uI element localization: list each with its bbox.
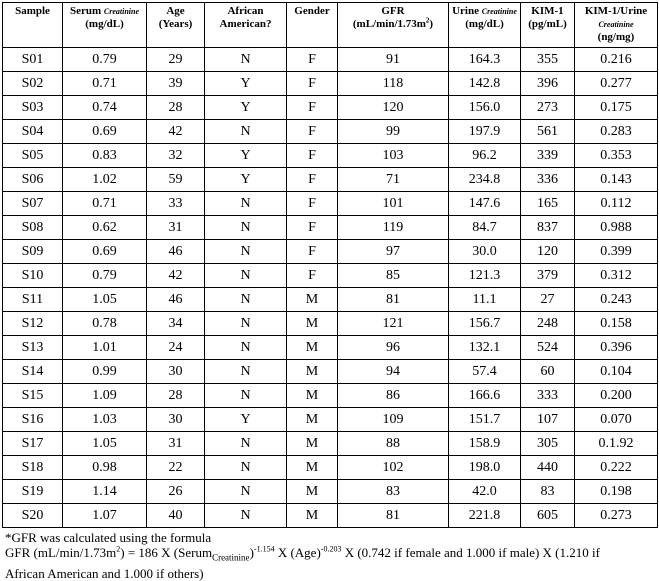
- cell-gender: F: [287, 264, 338, 288]
- cell-sample: S06: [3, 168, 63, 192]
- cell-gender: M: [287, 408, 338, 432]
- cell-gender: F: [287, 96, 338, 120]
- col-header-gfr: GFR $(mL/\min/1.73m^2)$: [338, 3, 449, 48]
- cell-kim1: 524: [521, 336, 575, 360]
- cell-african-american: N: [205, 480, 287, 504]
- footnote: [2, 530, 657, 581]
- footnote-line-3: African American and 1.000 if others): [5, 565, 204, 581]
- cell-gfr: 71: [338, 168, 449, 192]
- table-row: [3, 96, 658, 120]
- cell-african-american: Y: [205, 144, 287, 168]
- col-header-urine-creatinine: Urine Creatinine (mg/dL): [449, 3, 521, 48]
- cell-gfr: 101: [338, 192, 449, 216]
- cell-kim1: 120: [521, 240, 575, 264]
- cell-gender: M: [287, 336, 338, 360]
- cell-kim1: 605: [521, 504, 575, 528]
- table-row: [3, 432, 658, 456]
- header-row: [3, 3, 658, 48]
- cell-age: 59: [147, 168, 205, 192]
- cell-kim1: 440: [521, 456, 575, 480]
- cell-kim1-urine-ratio: 0.200: [575, 384, 658, 408]
- table-row: [3, 168, 658, 192]
- cell-serum-creatinine: 1.05: [63, 288, 147, 312]
- cell-gfr: 86: [338, 384, 449, 408]
- cell-kim1: 305: [521, 432, 575, 456]
- cell-african-american: N: [205, 336, 287, 360]
- cell-urine-creatinine: 142.8: [449, 72, 521, 96]
- cell-age: 46: [147, 240, 205, 264]
- cell-serum-creatinine: 0.79: [63, 48, 147, 72]
- cell-urine-creatinine: 42.0: [449, 480, 521, 504]
- cell-african-american: N: [205, 240, 287, 264]
- cell-kim1-urine-ratio: 0.070: [575, 408, 658, 432]
- cell-age: 31: [147, 432, 205, 456]
- cell-kim1-urine-ratio: 0.216: [575, 48, 658, 72]
- footnote-formula: GFR $(mL/\min/1.73m^2) = 186$ X (Serum$_{Creatinine}$)$^{-1.154}$ X (Age)$^{-0.203}$ X (0.742 if female and 1.000 if male) X (1.210 if: [5, 544, 600, 563]
- cell-gender: F: [287, 216, 338, 240]
- cell-urine-creatinine: 96.2: [449, 144, 521, 168]
- cell-african-american: N: [205, 192, 287, 216]
- cell-sample: S01: [3, 48, 63, 72]
- cell-sample: S05: [3, 144, 63, 168]
- cell-african-american: N: [205, 312, 287, 336]
- cell-kim1: 165: [521, 192, 575, 216]
- cell-age: 33: [147, 192, 205, 216]
- cell-african-american: N: [205, 216, 287, 240]
- cell-age: 24: [147, 336, 205, 360]
- cell-african-american: Y: [205, 96, 287, 120]
- cell-kim1: 336: [521, 168, 575, 192]
- cell-urine-creatinine: 11.1: [449, 288, 521, 312]
- table-row: [3, 312, 658, 336]
- cell-kim1-urine-ratio: 0.273: [575, 504, 658, 528]
- cell-gfr: 81: [338, 504, 449, 528]
- cell-kim1: 83: [521, 480, 575, 504]
- cell-kim1-urine-ratio: 0.399: [575, 240, 658, 264]
- cell-serum-creatinine: 1.05: [63, 432, 147, 456]
- cell-gfr: 96: [338, 336, 449, 360]
- cell-age: 30: [147, 360, 205, 384]
- cell-gfr: 85: [338, 264, 449, 288]
- cell-african-american: N: [205, 264, 287, 288]
- cell-african-american: N: [205, 384, 287, 408]
- cell-gfr: 103: [338, 144, 449, 168]
- cell-gender: F: [287, 120, 338, 144]
- cell-sample: S20: [3, 504, 63, 528]
- cell-sample: S15: [3, 384, 63, 408]
- cell-gfr: 83: [338, 480, 449, 504]
- table-row: [3, 48, 658, 72]
- cell-sample: S04: [3, 120, 63, 144]
- cell-gfr: 119: [338, 216, 449, 240]
- cell-urine-creatinine: 164.3: [449, 48, 521, 72]
- cell-serum-creatinine: 0.78: [63, 312, 147, 336]
- cell-gfr: 91: [338, 48, 449, 72]
- cell-sample: S12: [3, 312, 63, 336]
- cell-serum-creatinine: 0.69: [63, 120, 147, 144]
- cell-gender: F: [287, 72, 338, 96]
- cell-age: 39: [147, 72, 205, 96]
- cell-kim1-urine-ratio: 0.112: [575, 192, 658, 216]
- cell-gender: M: [287, 384, 338, 408]
- col-header-kim1: KIM-1 (pg/mL): [521, 3, 575, 48]
- cell-gender: F: [287, 240, 338, 264]
- cell-serum-creatinine: 0.79: [63, 264, 147, 288]
- footnote-line-1: *GFR was calculated using the formula: [5, 530, 212, 545]
- cell-sample: S18: [3, 456, 63, 480]
- cell-gender: M: [287, 360, 338, 384]
- cell-gender: M: [287, 312, 338, 336]
- cell-african-american: N: [205, 288, 287, 312]
- cell-kim1-urine-ratio: 0.222: [575, 456, 658, 480]
- cell-serum-creatinine: 0.62: [63, 216, 147, 240]
- col-header-serum-creatinine: Serum Creatinine (mg/dL): [63, 3, 147, 48]
- cell-sample: S02: [3, 72, 63, 96]
- cell-kim1: 27: [521, 288, 575, 312]
- cell-gfr: 120: [338, 96, 449, 120]
- cell-sample: S11: [3, 288, 63, 312]
- cell-age: 30: [147, 408, 205, 432]
- cell-kim1-urine-ratio: 0.158: [575, 312, 658, 336]
- cell-urine-creatinine: 147.6: [449, 192, 521, 216]
- cell-serum-creatinine: 1.14: [63, 480, 147, 504]
- cell-age: 28: [147, 384, 205, 408]
- cell-african-american: N: [205, 432, 287, 456]
- table-row: [3, 120, 658, 144]
- cell-serum-creatinine: 0.99: [63, 360, 147, 384]
- cell-serum-creatinine: 1.07: [63, 504, 147, 528]
- cell-gender: M: [287, 504, 338, 528]
- cell-sample: S17: [3, 432, 63, 456]
- cell-kim1: 60: [521, 360, 575, 384]
- cell-kim1: 837: [521, 216, 575, 240]
- cell-kim1: 273: [521, 96, 575, 120]
- cell-age: 28: [147, 96, 205, 120]
- cell-serum-creatinine: 0.83: [63, 144, 147, 168]
- cell-age: 29: [147, 48, 205, 72]
- cell-age: 46: [147, 288, 205, 312]
- cell-kim1: 339: [521, 144, 575, 168]
- table-row: [3, 336, 658, 360]
- cell-african-american: N: [205, 360, 287, 384]
- cell-urine-creatinine: 57.4: [449, 360, 521, 384]
- table-row: [3, 360, 658, 384]
- cell-african-american: N: [205, 120, 287, 144]
- cell-kim1: 379: [521, 264, 575, 288]
- cell-african-american: N: [205, 456, 287, 480]
- table-container: [2, 2, 657, 581]
- cell-african-american: N: [205, 48, 287, 72]
- cell-sample: S16: [3, 408, 63, 432]
- cell-kim1: 248: [521, 312, 575, 336]
- cell-sample: S14: [3, 360, 63, 384]
- table-row: [3, 144, 658, 168]
- cell-serum-creatinine: 0.71: [63, 72, 147, 96]
- table-row: [3, 456, 658, 480]
- cell-gender: M: [287, 456, 338, 480]
- table-body: [3, 48, 658, 528]
- cell-gfr: 102: [338, 456, 449, 480]
- cell-urine-creatinine: 84.7: [449, 216, 521, 240]
- data-table: [2, 2, 658, 528]
- cell-age: 42: [147, 120, 205, 144]
- cell-gender: F: [287, 192, 338, 216]
- table-row: [3, 480, 658, 504]
- cell-urine-creatinine: 197.9: [449, 120, 521, 144]
- cell-african-american: Y: [205, 408, 287, 432]
- table-row: [3, 408, 658, 432]
- cell-gfr: 81: [338, 288, 449, 312]
- cell-age: 32: [147, 144, 205, 168]
- cell-urine-creatinine: 234.8: [449, 168, 521, 192]
- table-row: [3, 240, 658, 264]
- cell-gfr: 118: [338, 72, 449, 96]
- cell-serum-creatinine: 0.69: [63, 240, 147, 264]
- cell-kim1-urine-ratio: 0.283: [575, 120, 658, 144]
- cell-kim1-urine-ratio: 0.1.92: [575, 432, 658, 456]
- cell-kim1-urine-ratio: 0.175: [575, 96, 658, 120]
- cell-gender: F: [287, 48, 338, 72]
- cell-serum-creatinine: 1.09: [63, 384, 147, 408]
- cell-sample: S10: [3, 264, 63, 288]
- cell-gfr: 94: [338, 360, 449, 384]
- cell-gender: M: [287, 288, 338, 312]
- cell-sample: S13: [3, 336, 63, 360]
- cell-sample: S03: [3, 96, 63, 120]
- table-row: [3, 384, 658, 408]
- cell-kim1-urine-ratio: 0.277: [575, 72, 658, 96]
- cell-kim1-urine-ratio: 0.312: [575, 264, 658, 288]
- cell-kim1-urine-ratio: 0.143: [575, 168, 658, 192]
- cell-kim1: 355: [521, 48, 575, 72]
- cell-urine-creatinine: 121.3: [449, 264, 521, 288]
- cell-sample: S19: [3, 480, 63, 504]
- cell-serum-creatinine: 1.03: [63, 408, 147, 432]
- cell-gfr: 121: [338, 312, 449, 336]
- cell-gender: M: [287, 432, 338, 456]
- cell-serum-creatinine: 1.02: [63, 168, 147, 192]
- cell-african-american: Y: [205, 168, 287, 192]
- table-row: [3, 504, 658, 528]
- cell-urine-creatinine: 156.7: [449, 312, 521, 336]
- col-header-kim1-urine-ratio: KIM-1/Urine Creatinine (ng/mg): [575, 3, 658, 48]
- cell-urine-creatinine: 166.6: [449, 384, 521, 408]
- cell-kim1-urine-ratio: 0.353: [575, 144, 658, 168]
- cell-serum-creatinine: 0.98: [63, 456, 147, 480]
- table-row: [3, 288, 658, 312]
- cell-urine-creatinine: 158.9: [449, 432, 521, 456]
- cell-serum-creatinine: 0.71: [63, 192, 147, 216]
- cell-gender: F: [287, 168, 338, 192]
- table-row: [3, 264, 658, 288]
- cell-age: 40: [147, 504, 205, 528]
- cell-kim1: 333: [521, 384, 575, 408]
- col-header-african-american: African American?: [205, 3, 287, 48]
- cell-gfr: 97: [338, 240, 449, 264]
- cell-urine-creatinine: 151.7: [449, 408, 521, 432]
- cell-age: 22: [147, 456, 205, 480]
- cell-kim1: 396: [521, 72, 575, 96]
- cell-african-american: N: [205, 504, 287, 528]
- col-header-sample: Sample: [3, 3, 63, 48]
- cell-age: 31: [147, 216, 205, 240]
- cell-kim1-urine-ratio: 0.243: [575, 288, 658, 312]
- cell-kim1-urine-ratio: 0.198: [575, 480, 658, 504]
- cell-kim1: 561: [521, 120, 575, 144]
- cell-sample: S08: [3, 216, 63, 240]
- table-row: [3, 72, 658, 96]
- cell-age: 42: [147, 264, 205, 288]
- table-row: [3, 216, 658, 240]
- cell-age: 34: [147, 312, 205, 336]
- cell-sample: S09: [3, 240, 63, 264]
- cell-gender: F: [287, 144, 338, 168]
- cell-urine-creatinine: 156.0: [449, 96, 521, 120]
- cell-kim1-urine-ratio: 0.988: [575, 216, 658, 240]
- col-header-age: Age (Years): [147, 3, 205, 48]
- cell-urine-creatinine: 30.0: [449, 240, 521, 264]
- cell-serum-creatinine: 1.01: [63, 336, 147, 360]
- cell-urine-creatinine: 221.8: [449, 504, 521, 528]
- cell-kim1-urine-ratio: 0.104: [575, 360, 658, 384]
- cell-gender: M: [287, 480, 338, 504]
- cell-kim1-urine-ratio: 0.396: [575, 336, 658, 360]
- cell-age: 26: [147, 480, 205, 504]
- table-row: [3, 192, 658, 216]
- cell-sample: S07: [3, 192, 63, 216]
- cell-african-american: Y: [205, 72, 287, 96]
- cell-urine-creatinine: 198.0: [449, 456, 521, 480]
- cell-gfr: 109: [338, 408, 449, 432]
- cell-gfr: 88: [338, 432, 449, 456]
- col-header-gender: Gender: [287, 3, 338, 48]
- cell-kim1: 107: [521, 408, 575, 432]
- cell-serum-creatinine: 0.74: [63, 96, 147, 120]
- cell-urine-creatinine: 132.1: [449, 336, 521, 360]
- cell-gfr: 99: [338, 120, 449, 144]
